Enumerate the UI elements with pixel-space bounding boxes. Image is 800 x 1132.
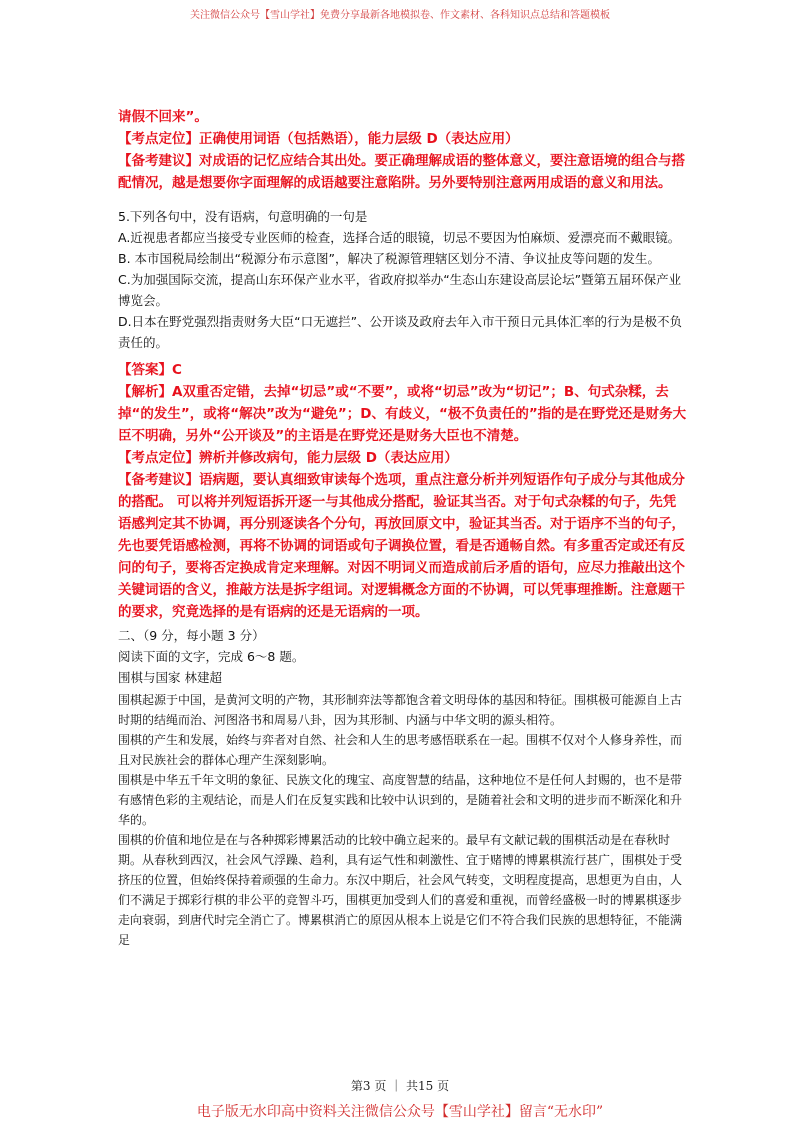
article-paragraph: 围棋的价值和地位是在与各种掷彩博累活动的比较中确立起来的。最早有文献记载的围棋活动是在春秋时期。从春秋到西汉，社会风气浮躁、趋利，具有运气性和刺激性、宜于赌博的博累棋流行甚广，围棋处于受挤压的位置，但始终保持着顽强的生命力。东汉中期后，社会风气转变，文明程度提高，思想更为自由，人们不满足于掷彩行棋的非公平的竞智斗巧，围棋更加受到人们的喜爱和重视，而曾经盛极一时的博累棋逐步走向衰弱，到唐代时完全消亡了。博累棋消亡的原因从根本上说是它们不符合我们民族的思想特征，不能满足 bbox=[118, 833, 683, 947]
analysis: 【解析】A双重否定错，去掉“切忌”或“不要”，或将“切忌”改为“切记”；B、句式杂糅，去掉“的发生”，或将“解决”改为“避免”；D、有歧义，“极不负责任的”指的是在野党还是财务大臣不明确，另外“公开谈及”的主语是在野党还是财务大臣也不清楚。 bbox=[118, 384, 687, 444]
footer-promo: 电子版无水印高中资料关注微信公众号【雪山学社】留言“无水印” bbox=[196, 1104, 604, 1120]
header-banner: 关注微信公众号【雪山学社】免费分享最新各地模拟卷、作文素材、各科知识点总结和答题模板 bbox=[190, 10, 610, 21]
option-b: B. 本市国税局绘制出“税源分布示意图”，解决了税源管理辖区划分不清、争议扯皮等问题的发生。 bbox=[118, 251, 660, 266]
article-paragraph: 围棋起源于中国，是黄河文明的产物，其形制弈法等都饱含着文明母体的基因和特征。围棋极可能源自上古时期的结绳而治、河图洛书和周易八卦，因为其形制、内涵与中华文明的源头相符。 bbox=[118, 693, 683, 727]
page-content bbox=[118, 106, 688, 950]
section-heading: 二、（9 分，每小题 3 分） bbox=[118, 628, 265, 643]
question-5-analysis bbox=[118, 359, 688, 623]
exam-advice: 【备考建议】对成语的记忆应结合其出处。要正确理解成语的整体意义，要注意语境的组合与搭配情况，越是想要你字面理解的成语越要注意陷阱。另外要特别注意两用成语的意义和用法。 bbox=[118, 153, 685, 191]
exam-advice: 【备考建议】语病题，要认真细致审读每个选项，重点注意分析并列短语作句子成分与其他成分的搭配。 可以将并列短语拆开逐一与其他成分搭配，验证其当否。对于句式杂糅的句子，先凭语感判定其不协调，再分别逐读各个分句，再放回原文中，验证其当否。对于语序不当的句子，先也要凭语感检测，再将不协调的词语或句子调换位置，看是否通畅自然。有多重否定或还有反问的句子，要将否定换成肯定来理解。对因不明词义而造成前后矛盾的语句，应尽力推敲出这个关键词语的含义，推敲方法是拆字组词。对逻辑概念方面的不协调，可以凭事理推断。注意题干的要求，究竟选择的是有语病的还是无语病的一项。 bbox=[118, 472, 685, 620]
exam-point: 【考点定位】辨析并修改病句，能力层级 D（表达应用） bbox=[118, 450, 458, 466]
article-paragraph: 围棋的产生和发展，始终与弈者对自然、社会和人生的思考感悟联系在一起。围棋不仅对个人修身养性，而且对民族社会的群体心理产生深刻影响。 bbox=[118, 733, 683, 767]
option-c: C.为加强国际交流，提高山东环保产业水平，省政府拟举办“生态山东建设高层论坛”暨第五届环保产业博览会。 bbox=[118, 272, 682, 308]
option-d: D.日本在野党强烈指责财务大臣“口无遮拦”、公开谈及政府去年入市干预日元具体汇率的行为是极不负责任的。 bbox=[118, 314, 683, 350]
answer: 【答案】C bbox=[118, 362, 182, 378]
article-body bbox=[118, 690, 688, 950]
section-instruction: 阅读下面的文字，完成 6～8 题。 bbox=[118, 649, 305, 664]
previous-analysis-tail: 请假不回来”。 bbox=[118, 109, 208, 125]
article-paragraph: 围棋是中华五千年文明的象征、民族文化的瑰宝、高度智慧的结晶，这种地位不是任何人封赐的，也不是带有感情色彩的主观结论，而是人们在反复实践和比较中认识到的，是随着社会和文明的进步而不断深化和升华的。 bbox=[118, 773, 683, 827]
previous-analysis bbox=[118, 106, 688, 194]
question-5 bbox=[118, 206, 688, 353]
section-2-header bbox=[118, 625, 688, 688]
exam-point: 【考点定位】正确使用词语（包括熟语），能力层级 D（表达应用） bbox=[118, 131, 519, 147]
question-stem: 5.下列各句中，没有语病，句意明确的一句是 bbox=[118, 209, 368, 224]
article-title: 围棋与国家 林建超 bbox=[118, 670, 222, 685]
option-a: A.近视患者都应当接受专业医师的检查，选择合适的眼镜，切忌不要因为怕麻烦、爱漂亮而不戴眼镜。 bbox=[118, 230, 681, 245]
page-indicator: 第3 页 ｜ 共15 页 bbox=[350, 1079, 450, 1093]
